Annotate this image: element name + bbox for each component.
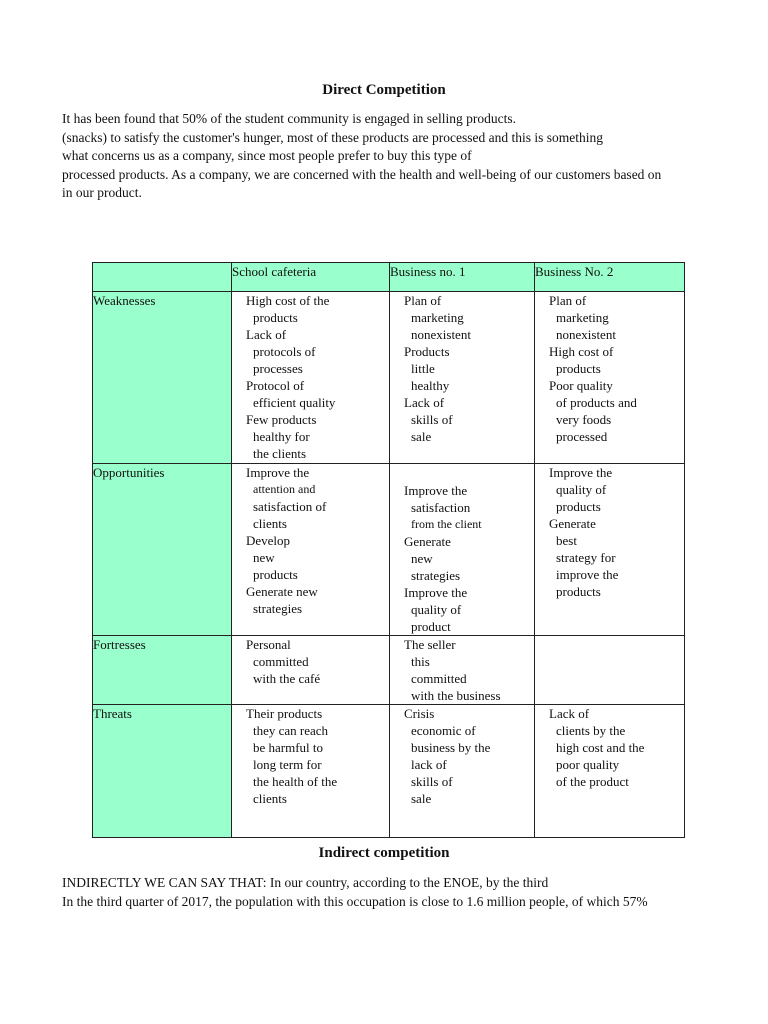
bullet-item (232, 411, 389, 462)
table-row (93, 705, 685, 838)
row-label: Fortresses (93, 636, 232, 705)
row-label: Threats (93, 705, 232, 838)
header-cell-business-1: Business no. 1 (390, 263, 535, 292)
table-cell (232, 636, 390, 705)
bullet-text (232, 532, 389, 583)
bullet-text (390, 394, 534, 445)
bullet-line: Few products (246, 412, 317, 427)
bullet-item (390, 705, 534, 807)
bullet-line: strategies (253, 601, 303, 616)
bullet-text (232, 326, 389, 377)
bullet-text (232, 636, 389, 687)
bullet-line: processed (556, 429, 608, 444)
table-row (93, 636, 685, 705)
bullet-line: best (556, 533, 577, 548)
bullet-line: this (411, 654, 430, 669)
bullet-line: Improve the (404, 585, 468, 600)
bullet-line: the health of the (253, 774, 338, 789)
bullet-text (390, 482, 534, 533)
bullet-line: little (411, 361, 435, 376)
table-cell (535, 292, 685, 464)
bullet-line: nonexistent (556, 327, 616, 342)
bullet-line: Lack of (404, 395, 445, 410)
bullet-text (390, 705, 534, 807)
bullet-line: products (556, 361, 601, 376)
bullet-text (390, 292, 534, 343)
table-cell (535, 464, 685, 636)
bullet-line: processes (253, 361, 303, 376)
bullet-item (232, 532, 389, 583)
bullet-line: Lack of (246, 327, 287, 342)
bullet-line: Develop (246, 533, 291, 548)
table-header-row (93, 263, 685, 292)
intro-line: in our product. (62, 185, 142, 200)
bullet-line: be harmful to (253, 740, 324, 755)
bullet-item (390, 636, 534, 704)
bullet-line: quality of (556, 482, 607, 497)
bullet-text (535, 705, 684, 790)
bullet-line: lack of (411, 757, 447, 772)
bullet-line: with the business (411, 688, 501, 703)
bullet-line: they can reach (253, 723, 329, 738)
table-cell (232, 464, 390, 636)
intro-line: processed products. As a company, we are concerned with the health and well-being of our customers based on (62, 166, 662, 182)
bullet-item (390, 482, 534, 533)
bullet-line: skills of (411, 412, 453, 427)
bullet-line: strategies (411, 568, 461, 583)
outro-line: INDIRECTLY WE CAN SAY THAT: In our country, according to the ENOE, by the third (62, 875, 549, 890)
bullet-line: Crisis (404, 706, 435, 721)
bullet-text (535, 292, 684, 343)
header-cell-school-cafeteria: School cafeteria (232, 263, 390, 292)
bullet-line: sale (411, 791, 432, 806)
bullet-line: from the client (411, 517, 482, 531)
bullet-item (390, 584, 534, 635)
bullet-line: Plan of (549, 293, 587, 308)
table-cell (535, 705, 685, 838)
bullet-line: the clients (253, 446, 307, 461)
bullet-line: clients (253, 516, 287, 531)
bullet-line: products (253, 310, 298, 325)
bullet-item (535, 377, 684, 445)
bullet-item (535, 292, 684, 343)
bullet-text (535, 377, 684, 445)
bullet-item (535, 343, 684, 377)
bullet-line: High cost of (549, 344, 614, 359)
bullet-line: Products (404, 344, 450, 359)
bullet-text (390, 636, 534, 704)
bullet-line: products (556, 499, 601, 514)
bullet-item (232, 636, 389, 687)
bullet-line: of the product (556, 774, 629, 789)
bullet-line: clients (253, 791, 287, 806)
bullet-line: protocols of (253, 344, 316, 359)
bullet-item (390, 292, 534, 343)
bullet-text (232, 377, 389, 411)
swot-table (92, 262, 685, 838)
bullet-item (390, 533, 534, 584)
bullet-text (535, 636, 684, 653)
outro-line: In the third quarter of 2017, the population with this occupation is close to 1.6 million people, of which 57% (62, 893, 648, 909)
bullet-line: strategy for (556, 550, 616, 565)
bullet-line: Improve the (246, 465, 310, 480)
bullet-line: satisfaction of (253, 499, 327, 514)
bullet-line: Generate new (246, 584, 318, 599)
bullet-text (232, 411, 389, 462)
bullet-text (535, 343, 684, 377)
bullet-line: Generate (404, 534, 451, 549)
intro-line: It has been found that 50% of the student community is engaged in selling products. (62, 111, 517, 126)
bullet-line: marketing (411, 310, 464, 325)
bullet-line: Their products (246, 706, 323, 721)
bullet-text (390, 584, 534, 635)
section-subtitle: Indirect competition (318, 845, 450, 861)
row-label: Weaknesses (93, 292, 232, 464)
table-cell (390, 705, 535, 838)
bullet-line: healthy (411, 378, 450, 393)
table-cell (390, 292, 535, 464)
intro-line: what concerns us as a company, since most people prefer to buy this type of (62, 148, 472, 163)
bullet-line: new (253, 550, 275, 565)
header-cell-empty (93, 263, 232, 292)
bullet-item (232, 326, 389, 377)
bullet-item (390, 343, 534, 394)
bullet-text (390, 533, 534, 584)
table-cell (535, 636, 685, 705)
bullet-line: improve the (556, 567, 619, 582)
bullet-text (390, 343, 534, 394)
bullet-item (535, 515, 684, 600)
bullet-line: quality of (411, 602, 462, 617)
bullet-line: new (411, 551, 433, 566)
bullet-line: very foods (556, 412, 612, 427)
bullet-text (232, 292, 389, 326)
bullet-item (232, 464, 389, 532)
bullet-item (535, 464, 684, 515)
bullet-line: business by the (411, 740, 491, 755)
table-cell (232, 705, 390, 838)
bullet-item (535, 636, 684, 653)
bullet-line: Generate (549, 516, 596, 531)
bullet-line: Lack of (549, 706, 590, 721)
bullet-item (232, 377, 389, 411)
bullet-text (232, 583, 389, 617)
bullet-item (232, 583, 389, 617)
bullet-line: attention and (253, 482, 316, 496)
bullet-item (232, 705, 389, 807)
bullet-line: product (411, 619, 451, 634)
table-cell (390, 636, 535, 705)
bullet-item (390, 394, 534, 445)
bullet-line: skills of (411, 774, 453, 789)
bullet-line: Improve the (549, 465, 613, 480)
bullet-item (232, 292, 389, 326)
bullet-line: The seller (404, 637, 456, 652)
page-title: Direct Competition (322, 82, 446, 98)
bullet-line: poor quality (556, 757, 620, 772)
bullet-text (535, 515, 684, 600)
bullet-text (535, 464, 684, 515)
table-cell (390, 464, 535, 636)
intro-paragraph (62, 110, 742, 203)
bullet-line: long term for (253, 757, 322, 772)
bullet-line: high cost and the (556, 740, 645, 755)
table-row (93, 292, 685, 464)
bullet-line: clients by the (556, 723, 626, 738)
bullet-line: Improve the (404, 483, 468, 498)
bullet-item (535, 705, 684, 790)
bullet-line: Personal (246, 637, 291, 652)
bullet-line: efficient quality (253, 395, 336, 410)
bullet-line: economic of (411, 723, 476, 738)
bullet-line: products (556, 584, 601, 599)
bullet-line: committed (411, 671, 467, 686)
bullet-line: nonexistent (411, 327, 471, 342)
bullet-text (232, 464, 389, 532)
bullet-line: committed (253, 654, 309, 669)
bullet-line: Poor quality (549, 378, 613, 393)
bullet-line: satisfaction (411, 500, 471, 515)
header-cell-business-2: Business No. 2 (535, 263, 685, 292)
bullet-line: Protocol of (246, 378, 305, 393)
bullet-line: products (253, 567, 298, 582)
table-row (93, 464, 685, 636)
bullet-line: with the café (253, 671, 321, 686)
bullet-line: High cost of the (246, 293, 330, 308)
bullet-line: of products and (556, 395, 637, 410)
bullet-line: Plan of (404, 293, 442, 308)
bullet-line: marketing (556, 310, 609, 325)
row-label: Opportunities (93, 464, 232, 636)
bullet-line: sale (411, 429, 432, 444)
outro-paragraph (62, 874, 742, 911)
table-cell (232, 292, 390, 464)
intro-line: (snacks) to satisfy the customer's hunger, most of these products are processed and this is something (62, 129, 604, 145)
bullet-text (232, 705, 389, 807)
bullet-line (549, 636, 684, 653)
bullet-line: healthy for (253, 429, 310, 444)
